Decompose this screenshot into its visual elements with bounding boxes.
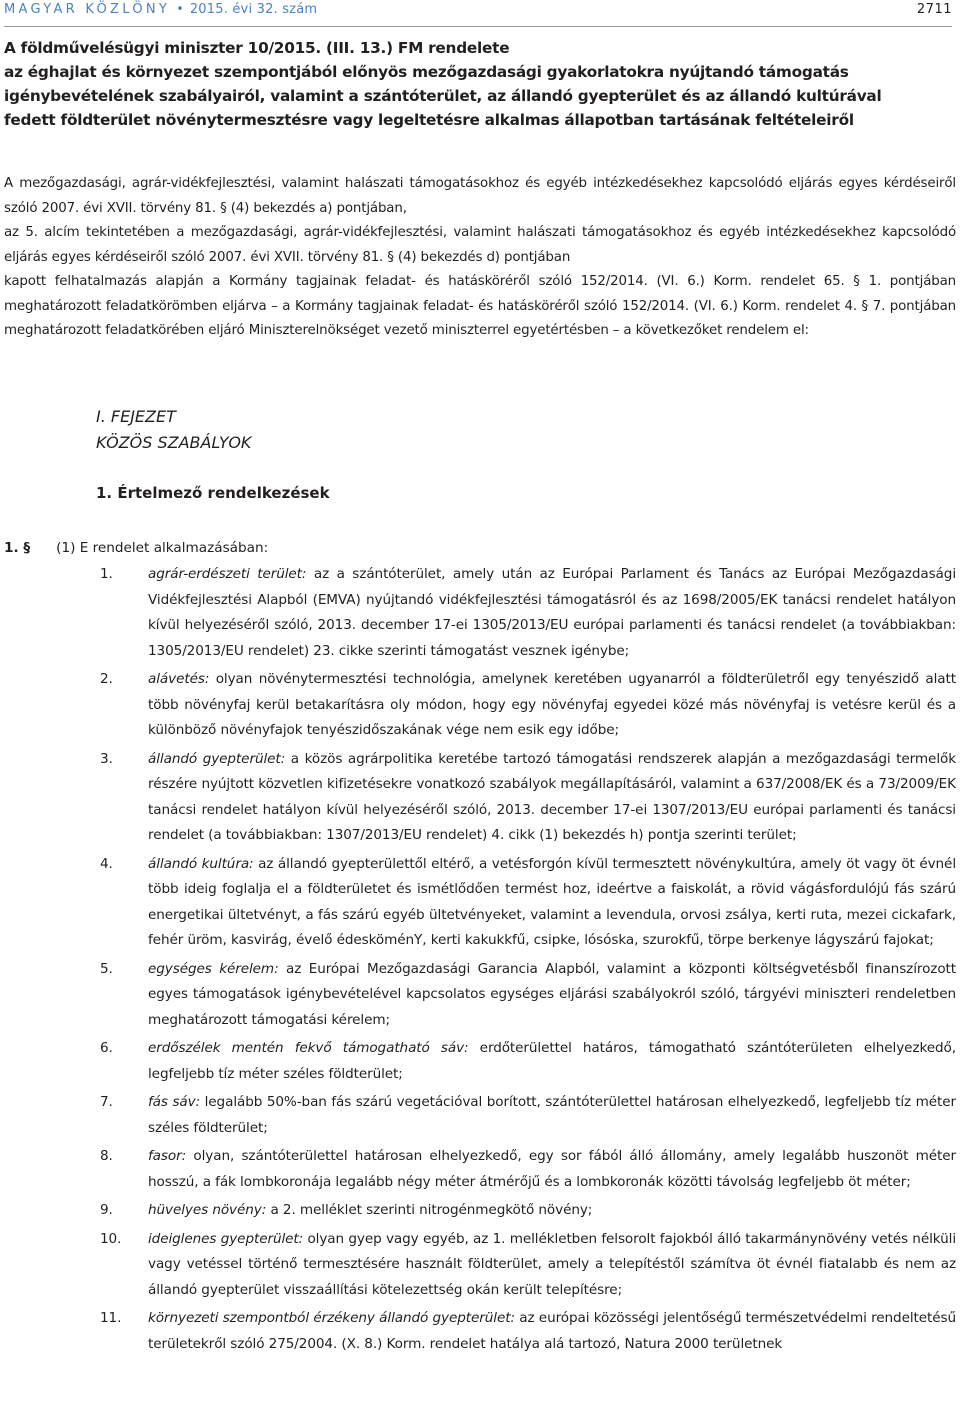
definition-item: [4, 1144, 956, 1195]
title-line: az éghajlat és környezet szempontjából előnyös mezőgazdasági gyakorlatokra nyújtandó támogatás: [4, 63, 849, 81]
title-line: fedett földterület növénytermesztésre vagy legeltetésre alkalmas állapotban tartásának feltételeiről: [4, 111, 854, 129]
definition-item: [4, 667, 956, 744]
definition-term: fás sáv:: [148, 1094, 201, 1110]
definition-term: erdőszélek mentén fekvő támogatható sáv:: [148, 1040, 469, 1056]
separator-dot: •: [176, 2, 184, 17]
definition-term: egységes kérelem:: [148, 960, 279, 977]
definition-number: 3.: [100, 750, 113, 767]
definition-text: olyan növénytermesztési technológia, amelynek keretében ugyanarról a földterületről egy tenyészidő alatt több növényfaj kerül betakarításra oly módon, hogy egy növényfaj egyedei közé más növényfaj is vetésre kerül és a különböző növényfajok tenyészidőszakának vége nem esik egy időbe;: [148, 671, 956, 738]
chapter-heading: [96, 404, 251, 456]
page-number: 2711: [916, 2, 952, 17]
definition-text: az európai közösségi jelentőségű természetvédelmi rendeltetésű területekről szóló 275/2004. (X. 8.) Korm. rendelet hatálya alá tartozó, Natura 2000 területnek: [148, 1310, 956, 1352]
definition-item: [4, 957, 956, 1034]
chapter-title: KÖZÖS SZABÁLYOK: [96, 433, 252, 452]
definition-text: olyan, szántóterülettel határosan elhelyezkedő, egy sor fából álló állomány, amely legalább huszonöt méter hosszú, a fák lombkoronája legalább négy méter átmérőjű és a lombkoronák közötti távolság legfeljebb öt méter;: [148, 1148, 956, 1190]
definition-text: az a szántóterület, amely után az Európai Parlament és Tanács az Európai Mezőgazdasági Vidékfejlesztési Alapból (EMVA) nyújtandó vidékfejlesztési támogatásról és az 1698/2005/EK tanácsi rendelet hatályon kívül helyezéséről szóló, 2013. december 17-ei 1305/2013/EU európai parlamenti és tanácsi rendelet (a továbbiakban: 1305/2013/EU rendelet) 23. cikke szerinti támogatást vesznek igénybe;: [148, 566, 956, 659]
definition-item: [4, 1198, 956, 1224]
definition-term: ideiglenes gyepterület:: [148, 1230, 304, 1247]
definition-term: agrár-erdészeti terület:: [148, 566, 307, 582]
definition-term: környezeti szempontból érzékeny állandó gyepterület:: [148, 1310, 515, 1326]
definition-item: [4, 562, 956, 664]
decree-title: [4, 36, 956, 132]
definition-item: [4, 1036, 956, 1087]
definition-item: [4, 1306, 956, 1357]
definition-text: olyan gyep vagy egyéb, az 1. mellékletben felsorolt fajokból álló takarmánynövény vetés nélküli vagy vetéssel történő termesztésére használt földterület, amely a telepítéstől számítva öt évnél fiatalabb és nem az állandó gyepterület visszaállítási kötelezettség okán került telepítésre;: [148, 1230, 956, 1298]
definition-item: [4, 1090, 956, 1141]
issue-number: 2015. évi 32. szám: [189, 2, 318, 17]
definition-number: 6.: [100, 1040, 113, 1056]
definition-number: 10.: [100, 1230, 122, 1247]
definition-number: 7.: [100, 1094, 113, 1110]
definition-text: a közös agrárpolitika keretébe tartozó támogatási rendszerek alapján a mezőgazdasági termelők részére nyújtott közvetlen kifizetésekre vonatkozó szabályok megállapításáról, valamint a 637/2008/EK és a 73/2009/EK tanácsi rendelet hatályon kívül helyezéséről szóló, 2013. december 17-ei 1307/2013/EU európai parlamenti és tanácsi rendelet (a továbbiakban: 1307/2013/EU rendelet) 4. cikk (1) bekezdés h) pontja szerinti terület;: [148, 750, 956, 843]
preamble-paragraph: A mezőgazdasági, agrár-vidékfejlesztési, valamint halászati támogatásokhoz és egyéb intézkedésekhez kapcsolódó eljárás egyes kérdéseiről szóló 2007. évi XVII. törvény 81. § (4) bekezdés a) pontjában,: [4, 176, 956, 216]
paragraph-1: [4, 536, 956, 561]
definition-number: 2.: [100, 671, 113, 687]
definition-text: az Európai Mezőgazdasági Garancia Alapból, valamint a központi költségvetésből finanszírozott egyes támogatások igénybevételével kapcsolatos egységes eljárási szabályokról szóló, tárgyévi miniszteri rendeletben meghatározott támogatási kérelem;: [148, 960, 957, 1028]
definition-text: legalább 50%-ban fás szárú vegetációval borított, szántóterülettel határosan elhelyezkedő, legfeljebb tíz méter széles földterület;: [148, 1094, 956, 1136]
definition-term: fasor:: [148, 1148, 187, 1164]
paragraph-number: 1. §: [4, 540, 31, 556]
definition-term: állandó gyepterület:: [148, 750, 286, 767]
definition-item: [4, 747, 956, 849]
title-line: A földművelésügyi miniszter 10/2015. (III. 13.) FM rendelete: [4, 39, 510, 57]
definition-item: [4, 1227, 956, 1304]
definition-term: alávetés:: [148, 671, 210, 687]
running-header: [4, 0, 952, 27]
definition-number: 9.: [100, 1202, 113, 1218]
definition-text: az állandó gyepterülettől eltérő, a vetésforgón kívül termesztett növénykultúra, amely öt vagy öt évnél több ideig foglalja el a földterületet és ismétlődően termést hoz, ideértve a faiskolát, a rövid vágásfordulójú fás szárú energetikai ültetvényt, a fás szárú egyéb ültetvényeket, valamint a levendula, orvosi zsálya, kerti ruta, mezei cickafark, fehér üröm, kasvirág, évelő édesköménY, kerti kakukkfű, csipke, lósóska, szurokfű, törpe berkenye lágyszárú fajokat;: [148, 855, 956, 948]
definition-number: 4.: [100, 855, 113, 872]
chapter-number: I. FEJEZET: [96, 407, 176, 426]
definition-number: 5.: [100, 960, 113, 977]
journal-name: MAGYAR KÖZLÖNY: [4, 2, 171, 17]
definition-number: 8.: [100, 1148, 113, 1164]
definition-term: állandó kultúra:: [148, 855, 254, 872]
preamble: [4, 172, 956, 344]
definition-term: hüvelyes növény:: [148, 1202, 267, 1218]
definition-item: [4, 852, 956, 954]
preamble-paragraph: kapott felhatalmazás alapján a Kormány tagjainak feladat- és hatásköréről szóló 152/2014. (VI. 6.) Korm. rendelet 65. § 1. pontjában meghatározott feladatkörömben eljárva – a Kormány tagjainak feladat- és hatásköréről szóló 152/2014. (VI. 6.) Korm. rendelet 4. § 7. pontjában meghatározott feladatkörében eljáró Miniszterelnökséget vezető miniszterrel egyetértésben – a következőket rendelem el:: [4, 274, 956, 338]
definition-number: 1.: [100, 566, 113, 582]
title-line: igénybevételének szabályairól, valamint a szántóterület, az állandó gyepterület és az állandó kultúrával: [4, 87, 882, 105]
definition-number: 11.: [100, 1310, 122, 1326]
definition-text: erdőterülettel határos, támogatható szántóterületen elhelyezkedő, legfeljebb tíz méter széles földterület;: [148, 1040, 956, 1082]
preamble-paragraph: az 5. alcím tekintetében a mezőgazdasági, agrár-vidékfejlesztési, valamint halászati támogatásokhoz és egyéb intézkedésekhez kapcsolódó eljárás egyes kérdéseiről szóló 2007. évi XVII. törvény 81. § (4) bekezdés d) pontjában: [4, 225, 956, 265]
section-heading: 1. Értelmező rendelkezések: [96, 484, 330, 502]
definition-text: a 2. melléklet szerinti nitrogénmegkötő növény;: [266, 1202, 593, 1218]
definition-list: [4, 562, 956, 1357]
subsection-intro: (1) E rendelet alkalmazásában:: [56, 540, 269, 556]
